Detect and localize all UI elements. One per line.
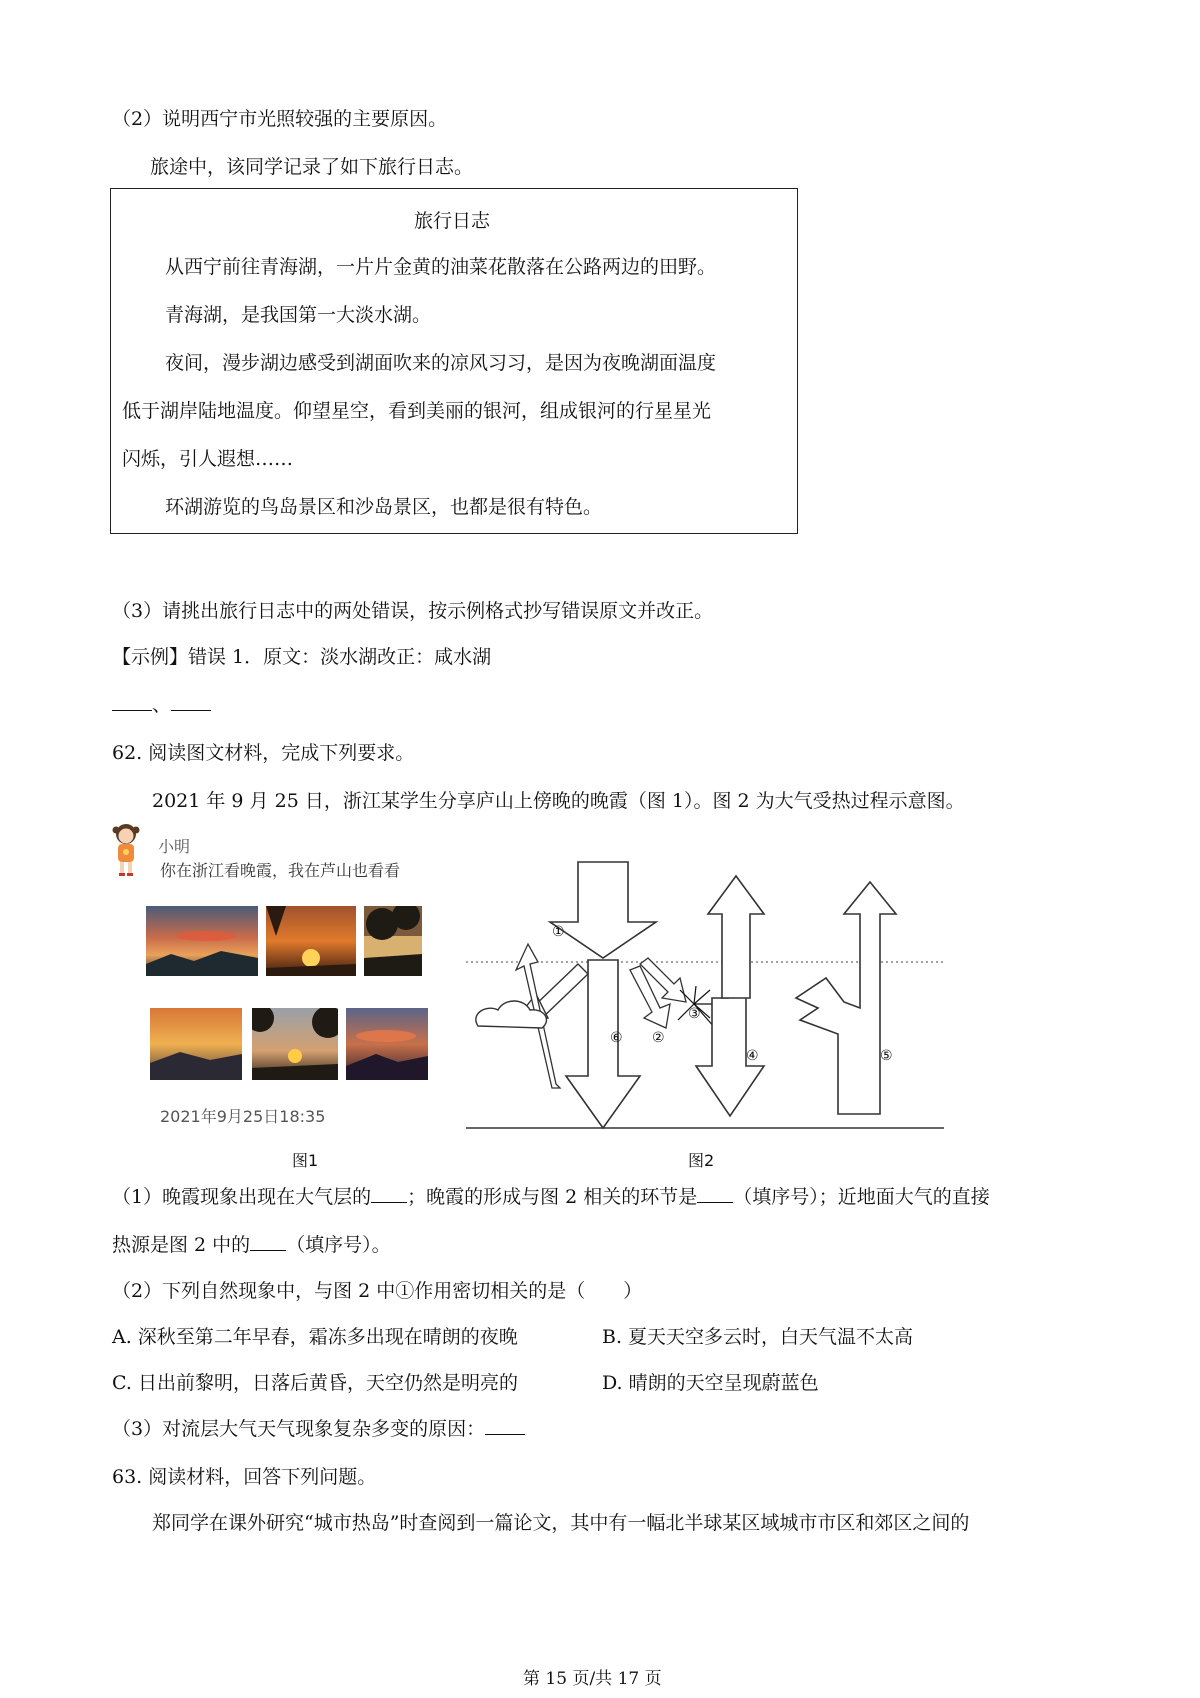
q62-sub1-line-2 bbox=[112, 1230, 391, 1257]
q62-sub1-part-d: 热源是图 2 中的 bbox=[112, 1234, 251, 1256]
sunset-photo-6[interactable] bbox=[346, 1008, 428, 1080]
photo-timestamp: 2021年9月25日18:35 bbox=[160, 1107, 326, 1126]
answer-blank[interactable] bbox=[371, 1183, 407, 1203]
answer-blank[interactable] bbox=[485, 1415, 525, 1435]
option-c[interactable]: C. 日出前黎明，日落后黄昏，天空仍然是明亮的 bbox=[112, 1372, 518, 1394]
diagram-label-2: ② bbox=[652, 1030, 665, 1046]
q63-heading: 63. 阅读材料，回答下列问题。 bbox=[112, 1466, 377, 1488]
q62-sub3 bbox=[112, 1414, 525, 1441]
sunset-photo-4[interactable] bbox=[150, 1008, 242, 1080]
journal-paragraph-3-line-2: 低于湖岸陆地温度。仰望星空，看到美丽的银河，组成银河的行星星光 bbox=[122, 400, 712, 422]
q62-sub1-part-c: （填序号）；近地面大气的直接 bbox=[733, 1186, 990, 1208]
journal-title: 旅行日志 bbox=[414, 210, 491, 232]
chat-sender-name: 小明 bbox=[158, 837, 191, 856]
q62-sub1-line-1 bbox=[112, 1182, 990, 1209]
q62-sub1-part-b: ；晚霞的形成与图 2 相关的环节是 bbox=[407, 1186, 698, 1208]
sunset-photo-1[interactable] bbox=[146, 906, 258, 976]
journal-paragraph-3-line-1: 夜间，漫步湖边感受到湖面吹来的凉风习习，是因为夜晚湖面温度 bbox=[165, 352, 717, 374]
q61-sub3: （3）请挑出旅行日志中的两处错误，按示例格式抄写错误原文并改正。 bbox=[112, 600, 714, 622]
option-a[interactable]: A. 深秋至第二年早春，霜冻多出现在晴朗的夜晚 bbox=[112, 1326, 518, 1348]
q61-example: 【示例】错误 1．原文：淡水湖改正：咸水湖 bbox=[112, 646, 492, 668]
answer-blank[interactable] bbox=[171, 691, 211, 711]
journal-paragraph-3-line-3: 闪烁，引人遐想…… bbox=[122, 448, 294, 470]
answer-blank[interactable] bbox=[250, 1231, 286, 1251]
diagram-label-4: ④ bbox=[746, 1048, 759, 1064]
journal-paragraph-4: 环湖游览的鸟岛景区和沙岛景区，也都是很有特色。 bbox=[165, 496, 603, 518]
figure-1-caption: 图1 bbox=[292, 1151, 319, 1170]
sunset-photo-5[interactable] bbox=[252, 1008, 338, 1080]
q61-answer-line[interactable] bbox=[112, 690, 211, 717]
q62-sub1-part-e: （填序号）。 bbox=[286, 1234, 391, 1256]
q62-intro: 2021 年 9 月 25 日，浙江某学生分享庐山上傍晚的晚霞（图 1）。图 2 为大气受热过程示意图。 bbox=[152, 790, 965, 812]
diagram-label-1: ① bbox=[552, 924, 565, 940]
answer-blank[interactable] bbox=[697, 1183, 733, 1203]
answer-separator: 、 bbox=[152, 694, 172, 716]
sunset-photo-2[interactable] bbox=[266, 906, 356, 976]
q62-heading: 62. 阅读图文材料，完成下列要求。 bbox=[112, 742, 415, 764]
journal-paragraph-2: 青海湖，是我国第一大淡水湖。 bbox=[165, 304, 432, 326]
q62-sub2: （2）下列自然现象中，与图 2 中①作用密切相关的是（ ） bbox=[112, 1280, 643, 1302]
figure-2-caption: 图2 bbox=[688, 1151, 715, 1170]
option-b[interactable]: B. 夏天天空多云时，白天气温不太高 bbox=[602, 1326, 914, 1348]
girl-avatar-icon bbox=[111, 822, 141, 878]
figure-2-diagram bbox=[460, 858, 950, 1138]
diagram-label-5: ⑤ bbox=[880, 1048, 893, 1064]
q62-sub1-part-a: （1）晚霞现象出现在大气层的 bbox=[112, 1186, 372, 1208]
q62-sub3-text: （3）对流层大气天气现象复杂多变的原因： bbox=[112, 1418, 486, 1440]
option-d[interactable]: D. 晴朗的天空呈现蔚蓝色 bbox=[602, 1372, 819, 1394]
diagram-label-3: ③ bbox=[688, 1006, 701, 1022]
sunset-photo-3[interactable] bbox=[364, 906, 422, 976]
journal-paragraph-1: 从西宁前往青海湖，一片片金黄的油菜花散落在公路两边的田野。 bbox=[165, 256, 717, 278]
chat-message: 你在浙江看晚霞，我在芦山也看看 bbox=[160, 861, 401, 880]
answer-blank[interactable] bbox=[112, 691, 152, 711]
q63-intro: 郑同学在课外研究“城市热岛”时查阅到一篇论文，其中有一幅北半球某区域城市市区和郊区之间的 bbox=[152, 1512, 970, 1534]
diagram-label-6: ⑥ bbox=[610, 1030, 623, 1046]
q61-sub2: （2）说明西宁市光照较强的主要原因。 bbox=[112, 108, 448, 130]
q61-intro: 旅途中，该同学记录了如下旅行日志。 bbox=[150, 156, 474, 178]
page-footer: 第 15 页/共 17 页 bbox=[523, 1669, 662, 1689]
